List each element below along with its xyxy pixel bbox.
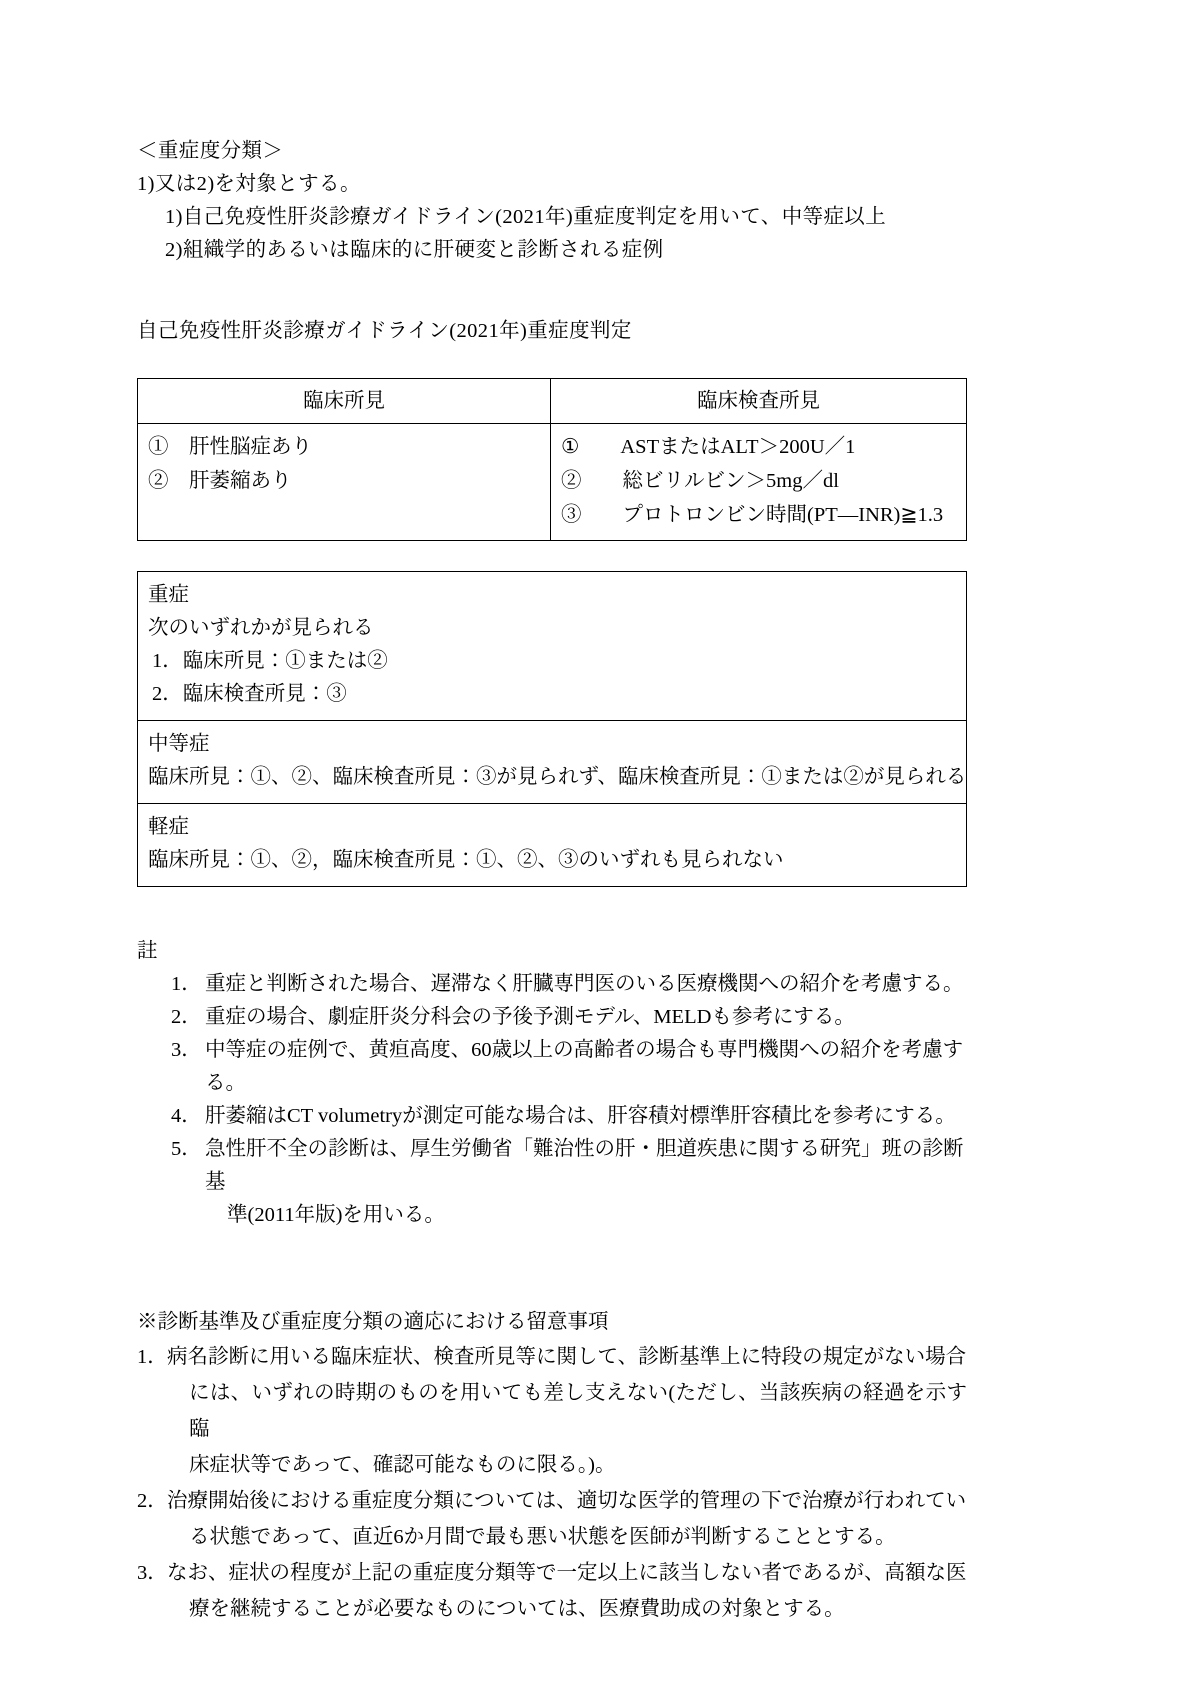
- guideline-title: 自己免疫性肝炎診療ガイドライン(2021年)重症度判定: [137, 320, 632, 342]
- severity-severe-line-1: 次のいずれかが見られる: [148, 617, 374, 639]
- severity-title-moderate: 中等症: [148, 733, 210, 755]
- severity-title-severe: 重症: [148, 584, 189, 606]
- clinical-finding-1: ① 肝性脳症あり: [148, 436, 312, 458]
- clinical-finding-spacer: [148, 498, 540, 532]
- remark-text: 治療開始後における重症度分類については、適切な医学的管理の下で治療が行われてい: [167, 1490, 967, 1512]
- scope-item-2: 2)組織学的あるいは臨床的に肝硬変と診断される症例: [165, 239, 664, 261]
- note-text: 重症と判断された場合、遅滞なく肝臓専門医のいる医療機関への紹介を考慮する。: [205, 973, 964, 995]
- remark-text: なお、症状の程度が上記の重症度分類等で一定以上に該当しない者であるが、高額な医: [167, 1562, 967, 1584]
- note-item: [137, 1100, 967, 1133]
- note-text: 急性肝不全の診断は、厚生労働省「難治性の肝・胆道疾患に関する研究」班の診断基: [205, 1138, 964, 1193]
- remark-text-continuation: 療を継続することが必要なものについては、医療費助成の対象とする。: [189, 1598, 845, 1620]
- remark-text-continuation: る状態であって、直近6か月間で最も悪い状態を医師が判断することとする。: [189, 1526, 896, 1548]
- table-row: [138, 424, 967, 541]
- remark-text-continuation-2: 床症状等であって、確認可能なものに限る。)。: [189, 1454, 616, 1476]
- note-number: 5．: [171, 1138, 202, 1160]
- clinical-finding-2: ② 肝萎縮あり: [148, 470, 292, 492]
- lab-finding-3: ③ プロトロンビン時間(PT—INR)≧1.3: [561, 504, 944, 526]
- note-number: 3．: [171, 1039, 202, 1061]
- document-body: [137, 135, 967, 1627]
- severity-table: [137, 571, 967, 887]
- note-text-continuation: 準(2011年版)を用いる。: [227, 1204, 445, 1226]
- remark-item: [137, 1483, 967, 1555]
- spacer: [137, 348, 967, 378]
- note-item: [137, 1133, 967, 1232]
- section-heading: ＜重症度分類＞: [137, 140, 284, 162]
- remark-number: 2．: [137, 1490, 168, 1512]
- severity-severe-line-2: 1．臨床所見：①または②: [152, 650, 388, 672]
- lab-finding-1: ① ASTまたはALT＞200U／1: [561, 436, 856, 458]
- note-number: 1．: [171, 973, 202, 995]
- severity-row-severe: [138, 572, 967, 721]
- spacer: [137, 887, 967, 935]
- note-text-wrap: [205, 1133, 967, 1232]
- spacer: [137, 1232, 967, 1306]
- note-number: 2．: [171, 1006, 202, 1028]
- severity-moderate-line-1: 臨床所見：①、②、臨床検査所見：③が見られず、臨床検査所見：①または②が見られる: [148, 766, 967, 788]
- remark-item: [137, 1555, 967, 1627]
- scope-item-1: 1)自己免疫性肝炎診療ガイドライン(2021年)重症度判定を用いて、中等症以上: [165, 206, 887, 228]
- findings-table: [137, 378, 967, 541]
- remark-text-wrap: [167, 1339, 967, 1483]
- severity-row-moderate: [138, 721, 967, 804]
- remark-text-continuation: には、いずれの時期のものを用いても差し支えない(ただし、当該疾病の経過を示す臨: [189, 1382, 967, 1440]
- remark-item: [137, 1339, 967, 1483]
- note-text: 中等症の症例で、黄疸高度、60歳以上の高齢者の場合も専門機関への紹介を考慮する。: [205, 1039, 964, 1094]
- severity-row-mild: [138, 804, 967, 887]
- spacer: [137, 541, 967, 571]
- remark-text: 病名診断に用いる臨床症状、検査所見等に関して、診断基準上に特段の規定がない場合: [167, 1346, 967, 1368]
- note-item: [137, 1001, 967, 1034]
- remark-text-wrap: [167, 1483, 967, 1555]
- remarks-title: ※診断基準及び重症度分類の適応における留意事項: [137, 1311, 609, 1333]
- note-text: 肝萎縮はCT volumetryが測定可能な場合は、肝容積対標準肝容積比を参考にする。: [205, 1105, 956, 1127]
- severity-title-mild: 軽症: [148, 816, 189, 838]
- remark-number: 1．: [137, 1346, 168, 1368]
- severity-severe-line-3: 2．臨床検査所見：③: [152, 683, 347, 705]
- scope-line: 1)又は2)を対象とする。: [137, 173, 361, 195]
- spacer: [137, 267, 967, 315]
- findings-header-clinical: 臨床所見: [303, 390, 385, 412]
- findings-header-lab: 臨床検査所見: [697, 390, 820, 412]
- note-number: 4．: [171, 1105, 202, 1127]
- remark-text-wrap: [167, 1555, 967, 1627]
- remark-number: 3．: [137, 1562, 168, 1584]
- severity-mild-line-1: 臨床所見：①、②，臨床検査所見：①、②、③のいずれも見られない: [148, 849, 784, 871]
- notes-title: 註: [137, 940, 158, 962]
- table-header-row: [138, 379, 967, 424]
- note-item: [137, 1034, 967, 1100]
- note-text: 重症の場合、劇症肝炎分科会の予後予測モデル、MELDも参考にする。: [205, 1006, 855, 1028]
- note-item: [137, 968, 967, 1001]
- lab-finding-2: ② 総ビリルビン＞5mg／dl: [561, 470, 839, 492]
